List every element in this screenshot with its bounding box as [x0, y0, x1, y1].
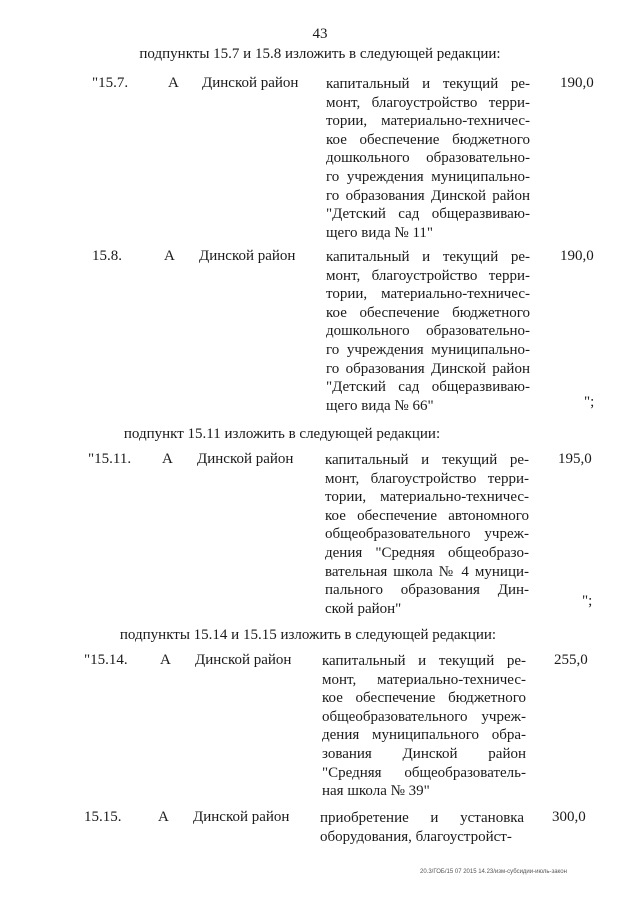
desc-line: монт, благоустройство терри-	[326, 267, 530, 284]
entry-category: А	[164, 248, 175, 264]
desc-line: вательная школа № 4 муници-	[325, 563, 529, 580]
footer-file-stamp: 20.3/ГОБ/15 07 2015 14.23/изм-субсидии-июль-закон	[420, 869, 567, 875]
entry-amount: 190,0	[560, 75, 594, 91]
desc-line: капитальный и текущий ре-	[322, 653, 526, 669]
desc-line: кое обеспечение бюджетного	[322, 690, 526, 707]
desc-line: ской район"	[325, 600, 402, 617]
desc-line: зования Динской район	[322, 745, 526, 762]
desc-line: пального образования Дин-	[325, 582, 529, 599]
entry-district: Динской район	[195, 652, 292, 668]
entry-number: "15.7.	[92, 75, 129, 91]
desc-line: капитальный и текущий ре-	[326, 249, 530, 265]
desc-line: го образования Динской район	[326, 360, 530, 377]
entry-amount: 300,0	[552, 809, 586, 825]
entry-number: "15.11.	[88, 451, 132, 467]
desc-line: "Детский сад общеразвиваю-	[326, 206, 530, 223]
desc-line: "Детский сад общеразвиваю-	[326, 379, 530, 396]
desc-line: тории, материально-техничес-	[326, 113, 530, 130]
desc-line: оборудования, благоустройст-	[320, 828, 512, 845]
desc-line: тории, материально-техничес-	[325, 489, 529, 506]
entry-district: Динской район	[202, 75, 299, 91]
entry-description	[322, 652, 526, 801]
desc-line: монт, материально-техничес-	[322, 671, 526, 688]
entry-description	[326, 75, 530, 242]
desc-line: кое обеспечение бюджетного	[326, 131, 530, 148]
entry-district: Динской район	[199, 248, 296, 264]
desc-line: монт, благоустройство терри-	[325, 470, 529, 487]
intro-text-1: подпункты 15.7 и 15.8 изложить в следующей редакции:	[139, 46, 501, 62]
entry-amount: 195,0	[558, 451, 592, 467]
entry-number: 15.15.	[84, 809, 122, 825]
entry-category: А	[160, 652, 171, 668]
entry-description	[320, 809, 524, 846]
entry-number: "15.14.	[84, 652, 128, 668]
desc-line: ная школа № 39"	[322, 783, 430, 800]
entry-number: 15.8.	[92, 248, 122, 264]
desc-line: кое обеспечение бюджетного	[326, 304, 530, 321]
desc-line: го учреждения муниципально-	[326, 341, 530, 358]
desc-line: "Средняя общеобразователь-	[322, 764, 526, 781]
entry-district: Динской район	[193, 809, 290, 825]
desc-line: капитальный и текущий ре-	[325, 452, 529, 468]
desc-line: дошкольного образовательно-	[326, 150, 530, 167]
entry-description	[325, 451, 529, 618]
desc-line: дения "Средняя общеобразо-	[325, 544, 529, 561]
intro-text-3: подпункты 15.14 и 15.15 изложить в следующей редакции:	[119, 627, 497, 643]
intro-text-2: подпункт 15.11 изложить в следующей редакции:	[123, 426, 441, 442]
desc-line: капитальный и текущий ре-	[326, 76, 530, 92]
desc-line: дения муниципального обра-	[322, 727, 526, 744]
desc-line: монт, благоустройство терри-	[326, 94, 530, 111]
entry-category: А	[162, 451, 173, 467]
desc-line: го образования Динской район	[326, 187, 530, 204]
desc-line: щего вида № 66"	[326, 397, 434, 414]
entry-amount: 190,0	[560, 248, 594, 264]
desc-line: кое обеспечение автономного	[325, 507, 529, 524]
desc-line: общеобразовательного учреж-	[322, 708, 526, 725]
desc-line: общеобразовательного учреж-	[325, 526, 529, 543]
desc-line: го учреждения муниципально-	[326, 168, 530, 185]
desc-line: дошкольного образовательно-	[326, 323, 530, 340]
closing-quote: ";	[582, 593, 593, 609]
entry-category: А	[168, 75, 179, 91]
entry-category: А	[158, 809, 169, 825]
entry-description	[326, 248, 530, 415]
entry-amount: 255,0	[554, 652, 588, 668]
entry-district: Динской район	[197, 451, 294, 467]
page-number: 43	[312, 26, 328, 42]
desc-line: щего вида № 11"	[326, 224, 434, 241]
closing-quote: ";	[584, 394, 595, 410]
desc-line: тории, материально-техничес-	[326, 286, 530, 303]
desc-line: приобретение и установка	[320, 810, 524, 826]
